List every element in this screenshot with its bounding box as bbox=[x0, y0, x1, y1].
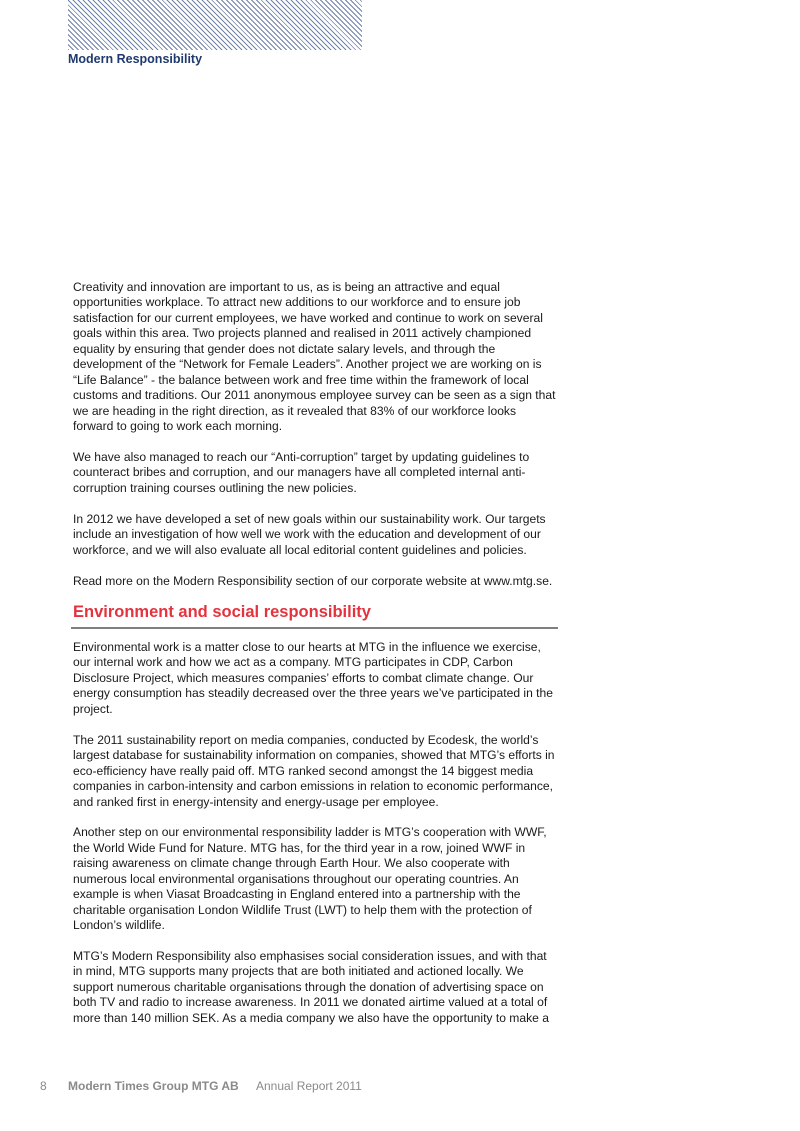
text-line: goals within this area. Two projects planned and realised in 2011 actively championed bbox=[73, 326, 532, 341]
text-line: opportunities workplace. To attract new additions to our workforce and to ensure job bbox=[73, 295, 521, 310]
paragraph bbox=[73, 949, 563, 1026]
text-line: more than 140 million SEK. As a media company we also have the opportunity to make a bbox=[73, 1010, 549, 1025]
hatched-header-graphic bbox=[68, 0, 362, 50]
intro-text bbox=[73, 280, 563, 604]
environment-text bbox=[73, 640, 563, 1042]
text-line: MTG’s Modern Responsibility also emphasises social consideration issues, and with that bbox=[73, 949, 547, 964]
text-line: Read more on the Modern Responsibility section of our corporate website at www.mtg.se. bbox=[73, 573, 553, 588]
paragraph bbox=[73, 574, 563, 589]
heading-divider bbox=[71, 627, 558, 629]
text-line: forward to going to work each morning. bbox=[73, 419, 283, 434]
text-line: Another step on our environmental responsibility ladder is MTG’s cooperation with WWF, bbox=[73, 825, 547, 840]
text-line: London’s wildlife. bbox=[73, 918, 165, 933]
section-label: Modern Responsibility bbox=[68, 52, 203, 66]
text-line: “Life Balance” - the balance between work and free time within the framework of local bbox=[73, 372, 529, 387]
text-line: in mind, MTG supports many projects that are both initiated and actioned locally. We bbox=[73, 964, 524, 979]
text-line: the World Wide Fund for Nature. MTG has, for the third year in a row, joined WWF in bbox=[73, 840, 526, 855]
text-line: In 2012 we have developed a set of new goals within our sustainability work. Our targets bbox=[73, 511, 546, 526]
text-line: satisfaction for our current employees, we have worked and continue to work on several bbox=[73, 310, 543, 325]
paragraph bbox=[73, 733, 563, 810]
text-line: support numerous charitable organisations through the donation of advertising space on bbox=[73, 979, 544, 994]
text-line: include an investigation of how well we work with the education and development of our bbox=[73, 527, 541, 542]
paragraph bbox=[73, 450, 563, 496]
text-line: Disclosure Project, which measures companies’ efforts to combat climate change. Our bbox=[73, 670, 534, 685]
text-line: counteract bribes and corruption, and our managers have all completed internal anti- bbox=[73, 465, 526, 480]
text-line: development of the “Network for Female Leaders”. Another project we are working on is bbox=[73, 357, 542, 372]
text-line: we are heading in the right direction, as it revealed that 83% of our workforce looks bbox=[73, 403, 517, 418]
paragraph bbox=[73, 825, 563, 933]
paragraph bbox=[73, 512, 563, 558]
text-line: our internal work and how we act as a company. MTG participates in CDP, Carbon bbox=[73, 655, 513, 670]
text-line: raising awareness on climate change through Earth Hour. We also cooperate with bbox=[73, 856, 510, 871]
text-line: and ranked first in energy-intensity and energy-usage per employee. bbox=[73, 794, 439, 809]
text-line: corruption training courses outlining the new policies. bbox=[73, 480, 357, 495]
paragraph bbox=[73, 280, 563, 435]
text-line: equality by ensuring that gender does not dictate salary levels, and through the bbox=[73, 341, 496, 356]
text-line: charitable organisation London Wildlife Trust (LWT) to help them with the protection of bbox=[73, 902, 532, 917]
text-line: Environmental work is a matter close to our hearts at MTG in the influence we exercise, bbox=[73, 640, 541, 654]
text-line: numerous local environmental organisations throughout our operating countries. An bbox=[73, 871, 519, 886]
page-number: 8 bbox=[40, 1079, 47, 1093]
text-line: eco-efficiency have really paid off. MTG ranked second amongst the 14 biggest media bbox=[73, 763, 534, 778]
footer-company: Modern Times Group MTG AB bbox=[68, 1079, 239, 1093]
text-line: companies in carbon-intensity and carbon emissions in relation to economic performance, bbox=[73, 779, 553, 794]
text-line: example is when Viasat Broadcasting in England entered into a partnership with the bbox=[73, 887, 521, 902]
footer-report: Annual Report 2011 bbox=[256, 1079, 362, 1093]
text-line: Creativity and innovation are important to us, as is being an attractive and equal bbox=[73, 280, 500, 294]
text-line: customs and traditions. Our 2011 anonymous employee survey can be seen as a sign that bbox=[73, 388, 556, 403]
paragraph bbox=[73, 640, 563, 717]
text-line: We have also managed to reach our “Anti-corruption” target by updating guidelines to bbox=[73, 449, 530, 464]
text-line: largest database for sustainability information on companies, showed that MTG’s efforts in bbox=[73, 748, 555, 763]
text-line: energy consumption has steadily decreased over the three years we’ve participated in the bbox=[73, 686, 553, 701]
text-line: project. bbox=[73, 701, 113, 716]
text-line: The 2011 sustainability report on media companies, conducted by Ecodesk, the world’s bbox=[73, 732, 539, 747]
text-line: both TV and radio to increase awareness. In 2011 we donated airtime valued at a total of bbox=[73, 995, 548, 1010]
text-line: workforce, and we will also evaluate all local editorial content guidelines and policies. bbox=[73, 542, 527, 557]
section-heading: Environment and social responsibility bbox=[73, 603, 371, 621]
